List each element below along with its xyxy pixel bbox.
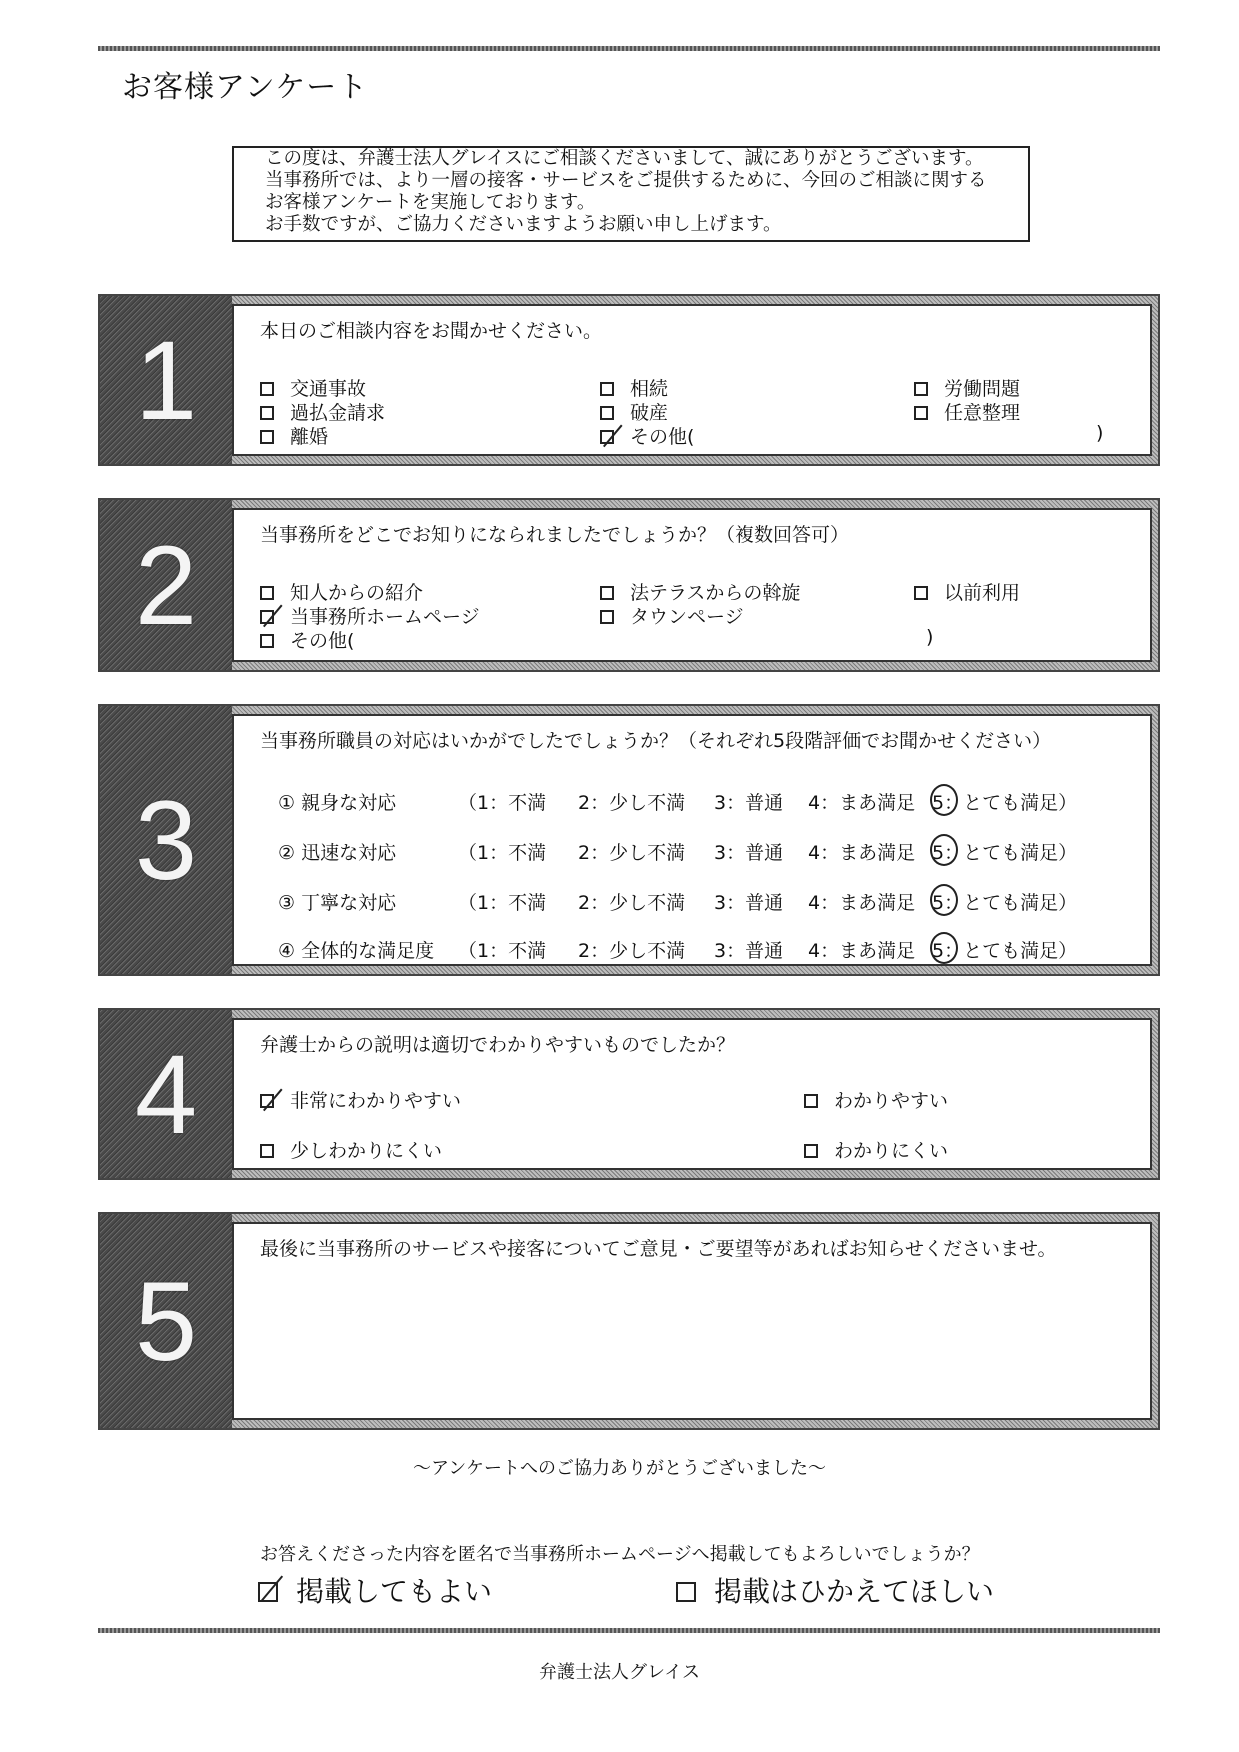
option-townpage[interactable]: タウンページ bbox=[600, 602, 744, 629]
scale-3[interactable]: 3：普通 bbox=[714, 892, 784, 914]
option-unclear[interactable]: わかりにくい bbox=[804, 1136, 948, 1163]
checkbox[interactable] bbox=[804, 1144, 818, 1158]
section-number: 2 bbox=[100, 500, 232, 670]
scale-2[interactable]: 2：少し不満 bbox=[578, 792, 686, 814]
top-rule bbox=[98, 46, 1160, 51]
checkbox[interactable] bbox=[260, 1144, 274, 1158]
section-number: 4 bbox=[100, 1010, 232, 1178]
selected-circle bbox=[930, 932, 958, 964]
section-3 bbox=[98, 704, 1160, 976]
question-text: 当事務所職員の対応はいかがでしたでしょうか？（それぞれ5段階評価でお聞かせください） bbox=[260, 730, 1052, 752]
selected-circle bbox=[930, 884, 958, 916]
intro-line: 当事務所では、より一層の接客・サービスをご提供するために、今回のご相談に関する bbox=[265, 170, 987, 191]
section-4 bbox=[98, 1008, 1160, 1180]
option-inheritance[interactable]: 相続 bbox=[600, 374, 668, 401]
scale-1[interactable]: （1：不満 bbox=[458, 940, 547, 962]
checkbox[interactable] bbox=[260, 382, 274, 396]
section-number: 5 bbox=[100, 1214, 232, 1428]
page-title: お客様アンケート bbox=[122, 70, 369, 105]
publish-option-no[interactable]: 掲載はひかえてほしい bbox=[676, 1570, 994, 1610]
checkbox[interactable] bbox=[600, 382, 614, 396]
option-traffic-accident[interactable]: 交通事故 bbox=[260, 374, 366, 401]
checkbox-checked[interactable] bbox=[600, 430, 614, 444]
checkbox[interactable] bbox=[914, 406, 928, 420]
checkbox[interactable] bbox=[260, 586, 274, 600]
option-very-clear[interactable]: 非常にわかりやすい bbox=[260, 1086, 461, 1113]
checkbox-checked[interactable] bbox=[260, 1094, 274, 1108]
scale-5[interactable]: 5：とても満足） bbox=[932, 892, 1078, 914]
section-number: 3 bbox=[100, 706, 232, 974]
scale-5[interactable]: 5：とても満足） bbox=[932, 842, 1078, 864]
intro-line: お客様アンケートを実施しております。 bbox=[265, 192, 596, 213]
question-text: 本日のご相談内容をお聞かせください。 bbox=[260, 320, 603, 342]
option-debt-settlement[interactable]: 任意整理 bbox=[914, 398, 1020, 425]
checkbox[interactable] bbox=[600, 406, 614, 420]
checkbox[interactable] bbox=[600, 610, 614, 624]
option-other[interactable]: その他( bbox=[600, 422, 694, 449]
intro-line: この度は、弁護士法人グレイスにご相談くださいまして、誠にありがとうございます。 bbox=[265, 148, 984, 169]
scale-5[interactable]: 5：とても満足） bbox=[932, 940, 1078, 962]
checkbox[interactable] bbox=[914, 382, 928, 396]
scale-1[interactable]: （1：不満 bbox=[458, 842, 547, 864]
section-body bbox=[232, 508, 1152, 662]
checkbox[interactable] bbox=[676, 1582, 696, 1602]
bottom-rule bbox=[98, 1628, 1160, 1633]
question-text: 弁護士からの説明は適切でわかりやすいものでしたか？ bbox=[260, 1034, 736, 1056]
option-clear[interactable]: わかりやすい bbox=[804, 1086, 948, 1113]
scale-2[interactable]: 2：少し不満 bbox=[578, 892, 686, 914]
scale-4[interactable]: 4：まあ満足 bbox=[808, 842, 916, 864]
rating-label: ① 親身な対応 bbox=[278, 792, 397, 814]
checkbox[interactable] bbox=[260, 634, 274, 648]
scale-1[interactable]: （1：不満 bbox=[458, 892, 547, 914]
other-close-paren: ) bbox=[1096, 422, 1104, 444]
checkbox[interactable] bbox=[914, 586, 928, 600]
other-close-paren: ) bbox=[926, 626, 934, 648]
option-referral[interactable]: 知人からの紹介 bbox=[260, 578, 423, 605]
checkbox[interactable] bbox=[260, 406, 274, 420]
footer-firm-name: 弁護士法人グレイス bbox=[539, 1662, 700, 1683]
scale-1[interactable]: （1：不満 bbox=[458, 792, 547, 814]
checkbox[interactable] bbox=[804, 1094, 818, 1108]
question-text: 当事務所をどこでお知りになられましたでしょうか？（複数回答可） bbox=[260, 524, 850, 546]
section-1 bbox=[98, 294, 1160, 466]
option-overpayment[interactable]: 過払金請求 bbox=[260, 398, 385, 425]
scale-4[interactable]: 4：まあ満足 bbox=[808, 940, 916, 962]
section-5 bbox=[98, 1212, 1160, 1430]
option-previous-use[interactable]: 以前利用 bbox=[914, 578, 1020, 605]
scale-3[interactable]: 3：普通 bbox=[714, 792, 784, 814]
section-body bbox=[232, 1018, 1152, 1170]
option-divorce[interactable]: 離婚 bbox=[260, 422, 328, 449]
scale-5[interactable]: 5：とても満足） bbox=[932, 792, 1078, 814]
option-houterasu[interactable]: 法テラスからの斡旋 bbox=[600, 578, 800, 605]
section-body bbox=[232, 714, 1152, 966]
option-slightly-unclear[interactable]: 少しわかりにくい bbox=[260, 1136, 442, 1163]
scale-4[interactable]: 4：まあ満足 bbox=[808, 792, 916, 814]
option-bankruptcy[interactable]: 破産 bbox=[600, 398, 668, 425]
selected-circle bbox=[930, 784, 958, 816]
scale-2[interactable]: 2：少し不満 bbox=[578, 842, 686, 864]
option-labor[interactable]: 労働問題 bbox=[914, 374, 1020, 401]
scale-3[interactable]: 3：普通 bbox=[714, 940, 784, 962]
selected-circle bbox=[930, 834, 958, 866]
scale-3[interactable]: 3：普通 bbox=[714, 842, 784, 864]
publish-option-yes[interactable]: 掲載してもよい bbox=[258, 1570, 492, 1610]
checkbox[interactable] bbox=[260, 430, 274, 444]
checkbox-checked[interactable] bbox=[260, 610, 274, 624]
scale-2[interactable]: 2：少し不満 bbox=[578, 940, 686, 962]
option-other[interactable]: その他( bbox=[260, 626, 354, 653]
intro-line: お手数ですが、ご協力くださいますようお願い申し上げます。 bbox=[265, 214, 782, 235]
rating-label: ② 迅速な対応 bbox=[278, 842, 397, 864]
section-body[interactable] bbox=[232, 1222, 1152, 1420]
publish-question: お答えくださった内容を匿名で当事務所ホームページへ掲載してもよろしいでしょうか？ bbox=[260, 1544, 980, 1565]
rating-label: ④ 全体的な満足度 bbox=[278, 940, 435, 962]
checkbox[interactable] bbox=[600, 586, 614, 600]
section-2 bbox=[98, 498, 1160, 672]
scale-4[interactable]: 4：まあ満足 bbox=[808, 892, 916, 914]
checkbox-checked[interactable] bbox=[258, 1582, 278, 1602]
intro-box bbox=[232, 146, 1030, 242]
option-homepage[interactable]: 当事務所ホームページ bbox=[260, 602, 480, 629]
section-number: 1 bbox=[100, 296, 232, 464]
question-text: 最後に当事務所のサービスや接客についてご意見・ご要望等があればお知らせくださいませ。 bbox=[260, 1238, 1057, 1260]
thanks-message: ～アンケートへのご協力ありがとうございました～ bbox=[413, 1458, 826, 1479]
section-body bbox=[232, 304, 1152, 456]
rating-label: ③ 丁寧な対応 bbox=[278, 892, 397, 914]
